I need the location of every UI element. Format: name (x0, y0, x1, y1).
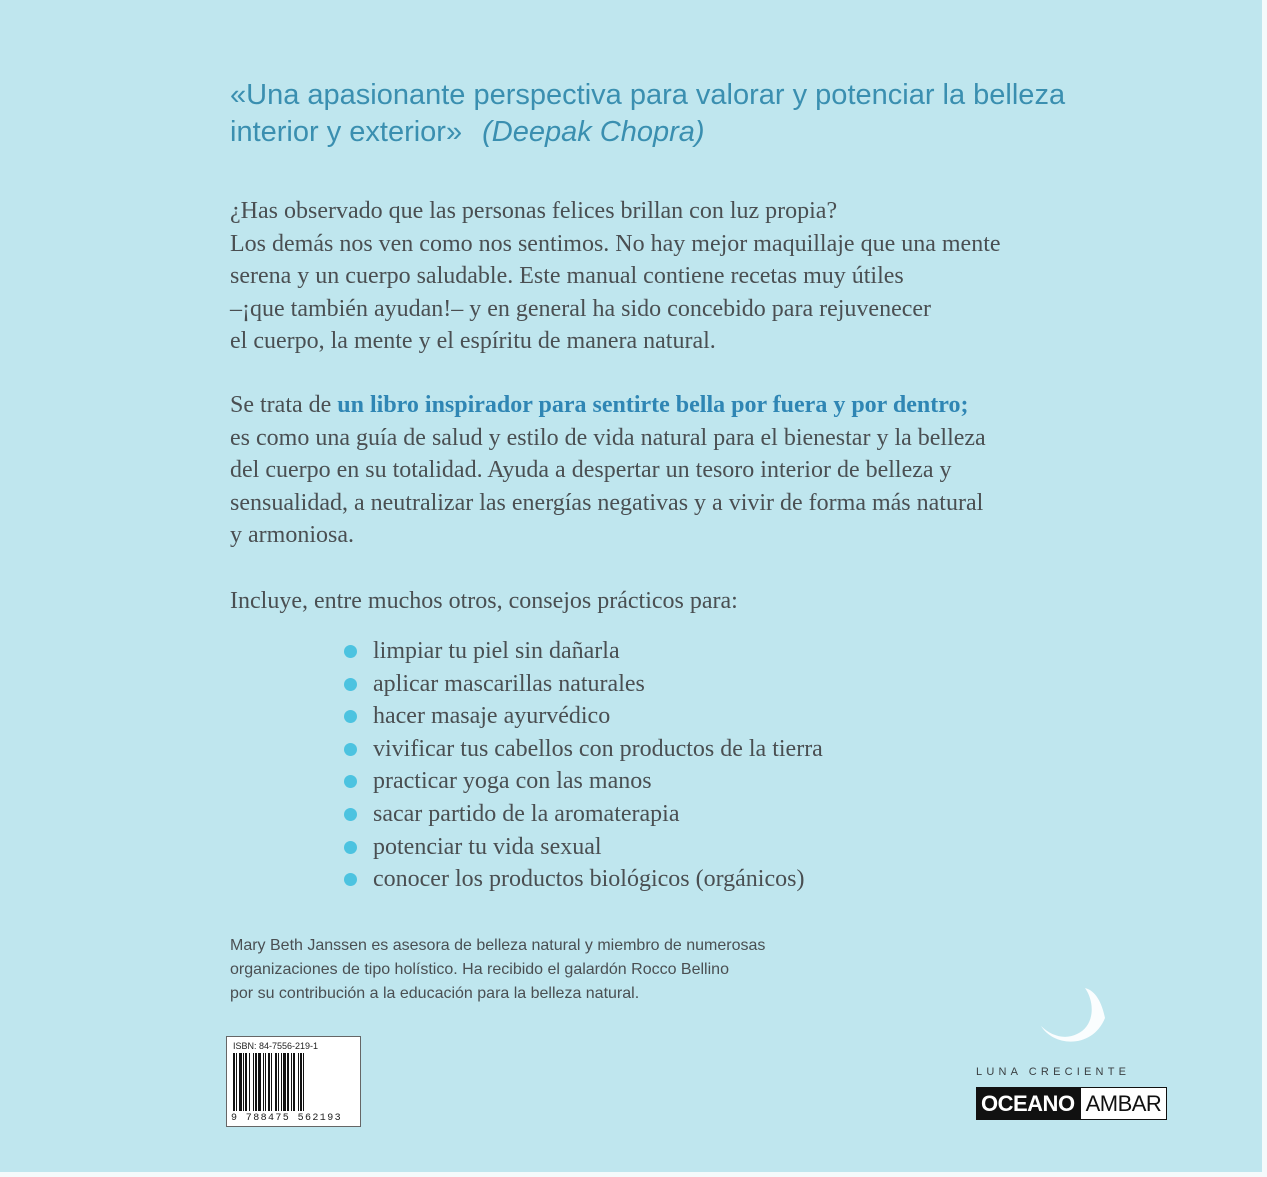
list-item (344, 668, 823, 701)
cover-edge-right (1262, 0, 1267, 1177)
bullet-dot-icon (344, 873, 357, 886)
list-item (344, 700, 823, 733)
tip-text: sacar partido de la aromaterapia (373, 800, 680, 827)
crescent-moon-icon (1035, 988, 1115, 1050)
quote-line-2 (230, 114, 1150, 151)
tip-text: aplicar mascarillas naturales (373, 670, 645, 697)
list-item (344, 863, 823, 896)
list-item (344, 798, 823, 831)
tip-text: limpiar tu piel sin dañarla (373, 638, 620, 664)
ean-number: 9 788475 562193 (231, 1113, 343, 1124)
tip-text: hacer masaje ayurvédico (373, 703, 611, 730)
intro-paragraph (230, 195, 1130, 358)
intro-line: serena y un cuerpo saludable. Este manual contiene recetas muy útiles (230, 263, 904, 290)
description-first-line (230, 389, 1130, 422)
bullet-dot-icon (344, 743, 357, 756)
list-item (344, 635, 823, 668)
bullet-dot-icon (344, 808, 357, 821)
tip-text: practicar yoga con las manos (373, 768, 652, 795)
publisher-logo (976, 1087, 1167, 1120)
bullet-dot-icon (344, 678, 357, 691)
bio-line: Mary Beth Janssen es asesora de belleza natural y miembro de numerosas (230, 937, 766, 954)
tip-text: potenciar tu vida sexual (373, 833, 602, 860)
intro-line: ¿Has observado que las personas felices brillan con luz propia? (230, 198, 838, 224)
intro-line: Los demás nos ven como nos sentimos. No hay mejor maquillaje que una mente (230, 230, 1001, 257)
barcode-bars-icon (233, 1053, 354, 1111)
description-highlight: un libro inspirador para sentirte bella por fuera y por dentro; (337, 392, 969, 418)
tips-list (344, 635, 823, 896)
bio-line: por su contribución a la educación para la belleza natural. (230, 985, 640, 1002)
publisher-brand-ambar: AMBAR (1080, 1087, 1168, 1120)
description-line: y armoniosa. (230, 522, 354, 549)
barcode (226, 1036, 361, 1127)
bullet-dot-icon (344, 710, 357, 723)
bullet-dot-icon (344, 775, 357, 788)
bio-line: organizaciones de tipo holístico. Ha recibido el galardón Rocco Bellino (230, 961, 729, 978)
description-line: del cuerpo en su totalidad. Ayuda a despertar un tesoro interior de belleza y (230, 457, 952, 484)
cover-edge-bottom (0, 1172, 1267, 1177)
publisher-brand-oceano: OCEANO (976, 1087, 1080, 1120)
quote-line-1: «Una apasionante perspectiva para valorar y potenciar la belleza (230, 79, 1066, 111)
quote-author: (Deepak Chopra) (482, 116, 705, 148)
collection-name: LUNA CRECIENTE (976, 1066, 1131, 1078)
tips-intro (230, 585, 1130, 618)
list-item (344, 765, 823, 798)
tip-text: vivificar tus cabellos con productos de la tierra (373, 735, 823, 762)
description-line: sensualidad, a neutralizar las energías negativas y a vivir de forma más natural (230, 489, 984, 516)
bullet-dot-icon (344, 841, 357, 854)
description-lead: Se trata de (230, 392, 338, 418)
list-item (344, 733, 823, 766)
endorsement-quote (230, 77, 1150, 151)
isbn-label: ISBN: 84-7556-219-1 (233, 1041, 319, 1051)
list-item (344, 831, 823, 864)
tips-intro-text: Incluye, entre muchos otros, consejos prácticos para: (230, 588, 738, 614)
author-bio (230, 934, 850, 1006)
intro-line: el cuerpo, la mente y el espíritu de manera natural. (230, 328, 716, 355)
tip-text: conocer los productos biológicos (orgánicos) (373, 866, 805, 893)
description-line: es como una guía de salud y estilo de vida natural para el bienestar y la belleza (230, 424, 986, 451)
description-paragraph (230, 389, 1130, 552)
intro-line: –¡que también ayudan!– y en general ha sido concebido para rejuvenecer (230, 295, 932, 322)
quote-text: interior y exterior» (230, 116, 463, 148)
bullet-dot-icon (344, 645, 357, 658)
